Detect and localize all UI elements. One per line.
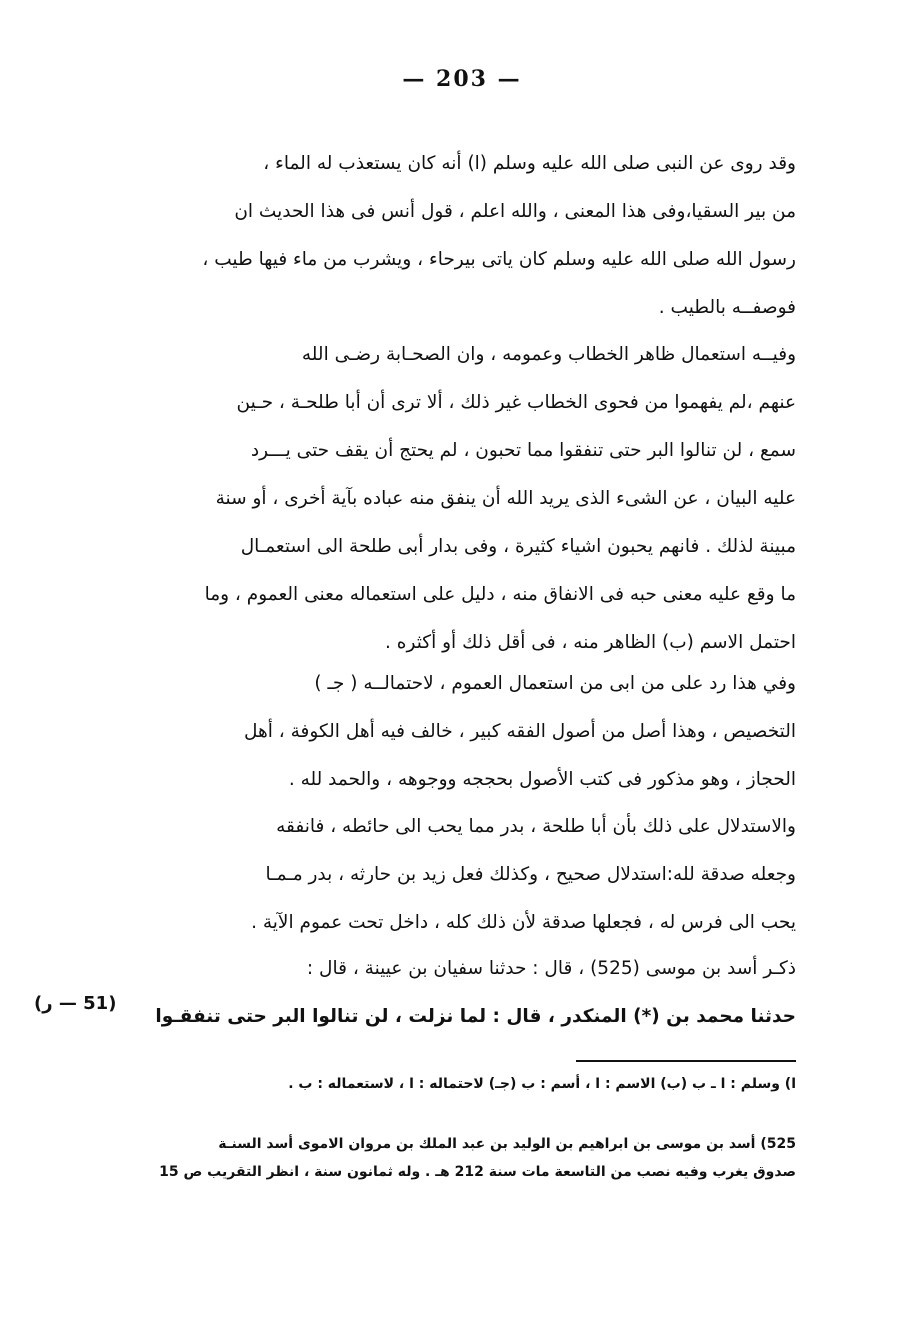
text-line: والاستدلال على ذلك بأن أبا طلحة ، بدر مما يحب الى حائطه ، فانفقه <box>276 816 796 837</box>
text-line: فوصفــه بالطيب . <box>658 297 796 318</box>
text-line: سمع ، لن تنالوا البر حتى تنفقوا مما تحبون ، لم يحتج أن يقف حتى يـــرد <box>250 440 796 461</box>
text-line: ذكـر أسد بن موسى (525) ، قال : حدثنا سفيان بن عيينة ، قال : <box>306 958 796 979</box>
footnote-line: 525) أسد بن موسى بن ابراهيم بن الوليد بن عبد الملك بن مروان الاموى أسد السنـة <box>218 1136 796 1152</box>
paragraph-2 <box>136 331 796 667</box>
paragraph-3 <box>136 660 796 804</box>
footnote-variants: ا) وسلم : ا ـ ب (ب) الاسم : ا ، أسم : ب (جـ) لاحتماله : ا ، لاستعماله : ب . <box>288 1076 796 1092</box>
footnote-divider <box>576 1060 796 1062</box>
page-number: — 203 — <box>402 66 522 92</box>
text-line: التخصيص ، وهذا أصل من أصول الفقه كبير ، خالف فيه أهل الكوفة ، أهل <box>244 721 796 742</box>
text-line: وفيــه استعمال ظاهر الخطاب وعمومه ، وان الصحـابة رضـى الله <box>301 344 796 365</box>
text-line: من بير السقيا،وفى هذا المعنى ، والله اعلم ، قول أنس فى هذا الحديث ان <box>234 201 796 222</box>
text-line: الحجاز ، وهو مذكور فى كتب الأصول بحججه ووجوهه ، والحمد لله . <box>288 769 796 790</box>
text-line: وفي هذا رد على من ابى من استعمال العموم ، لاحتمالــه ( جـ ) <box>314 673 796 694</box>
text-line: يحب الى فرس له ، فجعلها صدقة لأن ذلك كله ، داخل تحت عموم الآية . <box>251 912 796 933</box>
footnote-line: صدوق يغرب وفيه نصب من التاسعة مات سنة 212 هـ . وله ثمانون سنة ، انظر التقريب ص 15 <box>159 1164 796 1180</box>
text-line: رسول الله صلى الله عليه وسلم كان ياتى بيرحاء ، ويشرب من ماء فيها طيب ، <box>202 249 796 270</box>
paragraph-5 <box>136 945 796 1041</box>
text-line: وقد روى عن النبى صلى الله عليه وسلم (ا) أنه كان يستعذب له الماء ، <box>263 153 796 174</box>
text-line: عنهم ،لم يفهموا من فحوى الخطاب غير ذلك ، ألا ترى أن أبا طلحـة ، حـين <box>236 392 796 413</box>
text-line: ما وقع عليه معنى حبه فى الانفاق منه ، دليل على استعماله معنى العموم ، وما <box>204 584 796 605</box>
text-line: مبينة لذلك . فانهم يحبون اشياء كثيرة ، وفى بدار أبى طلحة الى استعمـال <box>240 536 796 557</box>
footnote-biography <box>136 1130 796 1186</box>
text-line: وجعله صدقة لله:استدلال صحيح ، وكذلك فعل زيد بن حارثه ، بدر مـمـا <box>265 864 796 885</box>
paragraph-1 <box>136 140 796 332</box>
paragraph-4 <box>136 803 796 947</box>
text-line: احتمل الاسم (ب) الظاهر منه ، فى أقل ذلك أو أكثره . <box>385 632 796 653</box>
text-line: عليه البيان ، عن الشىء الذى يريد الله أن ينفق منه عباده بآية أخرى ، أو سنة <box>215 488 796 509</box>
text-line: حدثنا محمد بن (*) المنكدر ، قال : لما نزلت ، لن تنالوا البر حتى تنفقـوا <box>155 1006 796 1027</box>
margin-reference: (51 — ر) <box>34 993 117 1014</box>
